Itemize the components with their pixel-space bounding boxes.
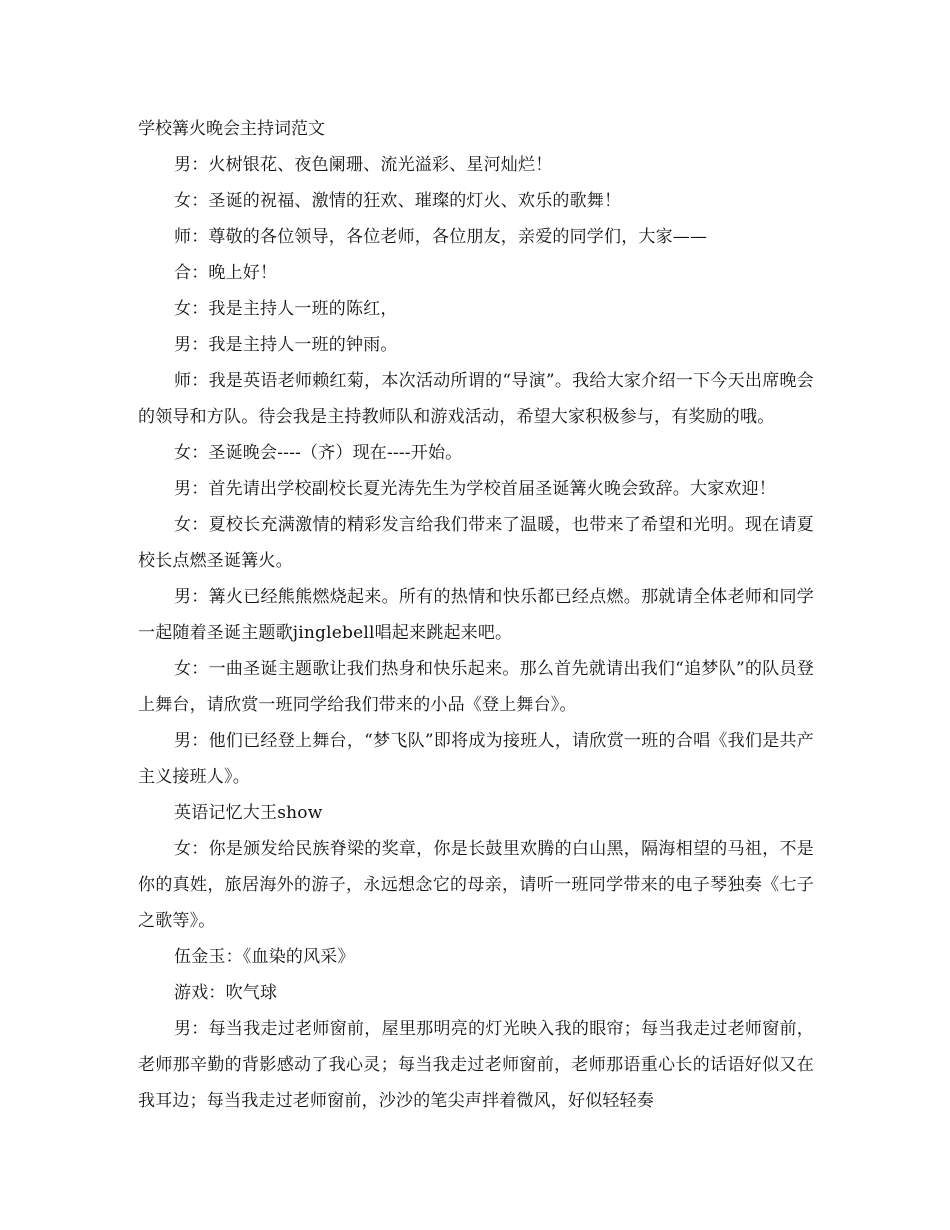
paragraph: 男：火树银花、夜色阑珊、流光溢彩、星河灿烂！ xyxy=(174,155,553,175)
paragraph: 男：他们已经登上舞台，“梦飞队”即将成为接班人，请欣赏一班的合唱《我们是共产主义接班人》。 xyxy=(138,731,814,787)
paragraph: 男：我是主持人一班的钟雨。 xyxy=(174,335,398,355)
document-body xyxy=(138,111,814,1119)
paragraph: 女：圣诞晚会----（齐）现在----开始。 xyxy=(174,443,463,463)
paragraph: 师：我是英语老师赖红菊，本次活动所谓的“导演”。我给大家介绍一下今天出席晚会的领导和方队。待会我是主持教师队和游戏活动，希望大家积极参与，有奖励的哦。 xyxy=(138,371,814,427)
paragraph: 男：每当我走过老师窗前，屋里那明亮的灯光映入我的眼帘；每当我走过老师窗前，老师那辛勤的背影感动了我心灵；每当我走过老师窗前，老师那语重心长的话语好似又在我耳边；每当我走过老师窗前，沙沙的笔尖声拌着微风，好似轻轻奏 xyxy=(138,1019,814,1111)
paragraph: 女：一曲圣诞主题歌让我们热身和快乐起来。那么首先就请出我们“追梦队”的队员登上舞台，请欣赏一班同学给我们带来的小品《登上舞台》。 xyxy=(138,659,814,715)
paragraph: 女：我是主持人一班的陈红， xyxy=(174,299,398,319)
paragraph: 女：圣诞的祝福、激情的狂欢、璀璨的灯火、欢乐的歌舞！ xyxy=(174,191,622,211)
paragraph: 英语记忆大王show xyxy=(174,803,323,823)
paragraph: 师：尊敬的各位领导，各位老师，各位朋友，亲爱的同学们，大家—— xyxy=(174,227,708,247)
document-title: 学校篝火晚会主持词范文 xyxy=(138,119,325,139)
paragraph: 伍金玉：《血染的风采》 xyxy=(174,947,355,967)
paragraph: 游戏：吹气球 xyxy=(174,983,278,1003)
paragraph: 男：篝火已经熊熊燃烧起来。所有的热情和快乐都已经点燃。那就请全体老师和同学一起随着圣诞主题歌jinglebell唱起来跳起来吧。 xyxy=(138,587,814,643)
paragraph: 女：夏校长充满激情的精彩发言给我们带来了温暖，也带来了希望和光明。现在请夏校长点燃圣诞篝火。 xyxy=(138,515,814,571)
paragraph: 合：晚上好！ xyxy=(174,263,278,283)
paragraph: 女：你是颁发给民族脊梁的奖章，你是长鼓里欢腾的白山黑，隔海相望的马祖，不是你的真姓，旅居海外的游子，永远想念它的母亲，请听一班同学带来的电子琴独奏《七子之歌等》。 xyxy=(138,839,814,931)
paragraph: 男：首先请出学校副校长夏光涛先生为学校首届圣诞篝火晚会致辞。大家欢迎！ xyxy=(174,479,776,499)
